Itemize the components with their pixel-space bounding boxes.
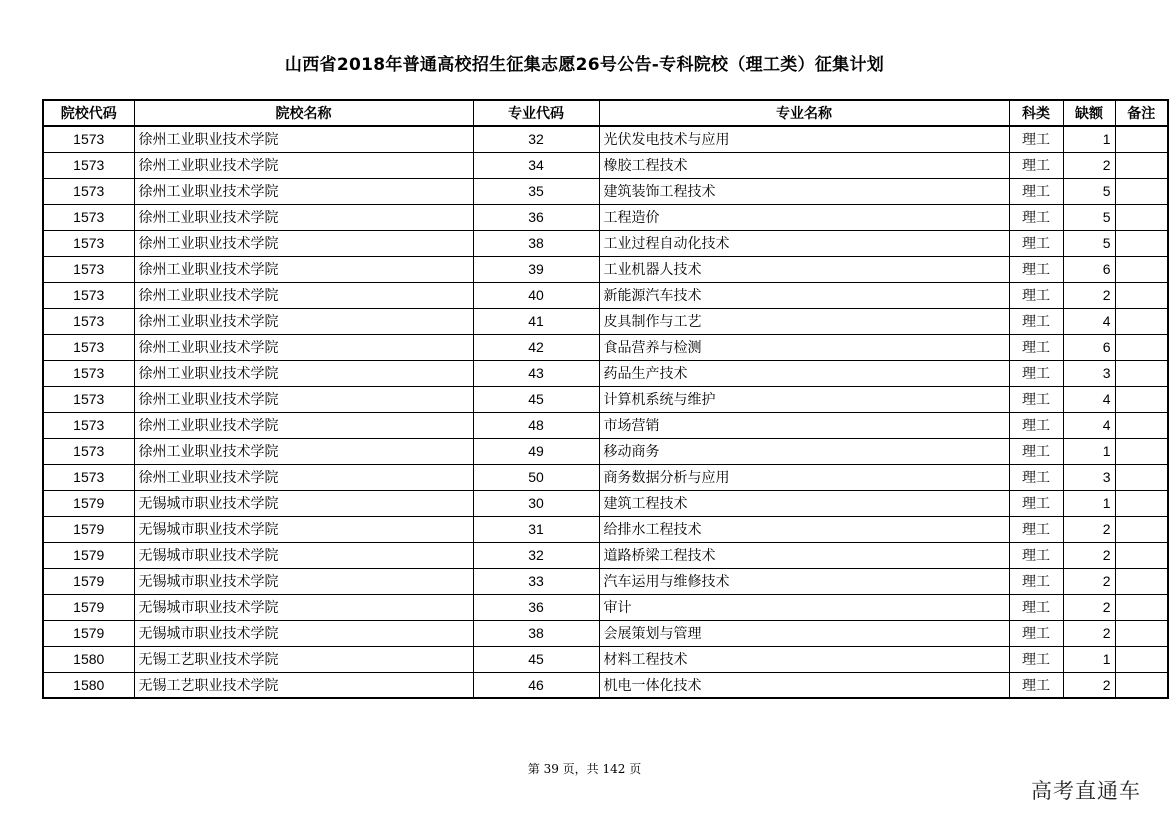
cell-vacancies: 4 [1063, 412, 1115, 438]
cell-major-name: 皮具制作与工艺 [599, 308, 1009, 334]
cell-vacancies: 3 [1063, 464, 1115, 490]
cell-school-name: 徐州工业职业技术学院 [134, 126, 473, 152]
cell-major-code: 45 [473, 646, 599, 672]
cell-vacancies: 1 [1063, 646, 1115, 672]
cell-school-code: 1579 [43, 594, 134, 620]
cell-major-code: 31 [473, 516, 599, 542]
cell-remarks [1115, 152, 1168, 178]
cell-school-name: 无锡工艺职业技术学院 [134, 672, 473, 698]
table-body [43, 126, 1168, 698]
cell-major-code: 41 [473, 308, 599, 334]
cell-major-code: 42 [473, 334, 599, 360]
cell-major-name: 工业机器人技术 [599, 256, 1009, 282]
table-row [43, 490, 1168, 516]
cell-school-code: 1573 [43, 204, 134, 230]
cell-major-name: 汽车运用与维修技术 [599, 568, 1009, 594]
cell-school-name: 徐州工业职业技术学院 [134, 204, 473, 230]
cell-major-name: 建筑工程技术 [599, 490, 1009, 516]
table-row [43, 126, 1168, 152]
cell-remarks [1115, 334, 1168, 360]
header-major-code: 专业代码 [473, 100, 599, 126]
cell-school-name: 徐州工业职业技术学院 [134, 308, 473, 334]
table-row [43, 256, 1168, 282]
cell-school-name: 徐州工业职业技术学院 [134, 438, 473, 464]
table-row [43, 230, 1168, 256]
cell-major-code: 35 [473, 178, 599, 204]
cell-major-name: 建筑装饰工程技术 [599, 178, 1009, 204]
table-row [43, 672, 1168, 698]
cell-vacancies: 2 [1063, 568, 1115, 594]
cell-major-name: 橡胶工程技术 [599, 152, 1009, 178]
header-remarks: 备注 [1115, 100, 1168, 126]
table-row [43, 568, 1168, 594]
header-school-name: 院校名称 [134, 100, 473, 126]
table-row [43, 282, 1168, 308]
cell-major-name: 会展策划与管理 [599, 620, 1009, 646]
table-row [43, 542, 1168, 568]
cell-school-code: 1579 [43, 516, 134, 542]
cell-category: 理工 [1009, 490, 1063, 516]
table-row [43, 152, 1168, 178]
cell-category: 理工 [1009, 152, 1063, 178]
cell-category: 理工 [1009, 308, 1063, 334]
cell-school-code: 1573 [43, 126, 134, 152]
enrollment-plan-table [42, 99, 1169, 699]
cell-remarks [1115, 230, 1168, 256]
cell-major-code: 38 [473, 230, 599, 256]
cell-school-code: 1580 [43, 672, 134, 698]
cell-vacancies: 3 [1063, 360, 1115, 386]
cell-category: 理工 [1009, 568, 1063, 594]
cell-school-code: 1573 [43, 438, 134, 464]
cell-school-code: 1573 [43, 386, 134, 412]
cell-category: 理工 [1009, 256, 1063, 282]
cell-major-code: 32 [473, 542, 599, 568]
cell-school-name: 无锡城市职业技术学院 [134, 490, 473, 516]
cell-major-name: 机电一体化技术 [599, 672, 1009, 698]
cell-school-code: 1573 [43, 360, 134, 386]
cell-major-code: 36 [473, 204, 599, 230]
cell-school-code: 1573 [43, 282, 134, 308]
cell-school-name: 无锡城市职业技术学院 [134, 620, 473, 646]
cell-major-name: 市场营销 [599, 412, 1009, 438]
cell-school-code: 1580 [43, 646, 134, 672]
cell-remarks [1115, 516, 1168, 542]
cell-school-code: 1579 [43, 542, 134, 568]
cell-major-name: 工程造价 [599, 204, 1009, 230]
cell-vacancies: 5 [1063, 178, 1115, 204]
cell-major-code: 30 [473, 490, 599, 516]
cell-remarks [1115, 282, 1168, 308]
cell-school-code: 1573 [43, 230, 134, 256]
cell-major-code: 36 [473, 594, 599, 620]
cell-category: 理工 [1009, 360, 1063, 386]
cell-major-name: 新能源汽车技术 [599, 282, 1009, 308]
cell-remarks [1115, 256, 1168, 282]
cell-category: 理工 [1009, 542, 1063, 568]
table-row [43, 308, 1168, 334]
cell-category: 理工 [1009, 464, 1063, 490]
cell-vacancies: 6 [1063, 256, 1115, 282]
cell-major-code: 33 [473, 568, 599, 594]
cell-category: 理工 [1009, 282, 1063, 308]
cell-vacancies: 2 [1063, 542, 1115, 568]
page-number-footer: 第 39 页，共 142 页 [527, 762, 642, 776]
table-row [43, 516, 1168, 542]
cell-remarks [1115, 438, 1168, 464]
cell-major-name: 移动商务 [599, 438, 1009, 464]
cell-category: 理工 [1009, 334, 1063, 360]
cell-remarks [1115, 568, 1168, 594]
cell-remarks [1115, 178, 1168, 204]
page-title: 山西省2018年普通高校招生征集志愿26号公告-专科院校（理工类）征集计划 [284, 55, 885, 75]
table-header-row [43, 100, 1168, 126]
cell-category: 理工 [1009, 438, 1063, 464]
cell-category: 理工 [1009, 126, 1063, 152]
cell-remarks [1115, 594, 1168, 620]
cell-category: 理工 [1009, 646, 1063, 672]
cell-category: 理工 [1009, 386, 1063, 412]
cell-major-name: 光伏发电技术与应用 [599, 126, 1009, 152]
cell-remarks [1115, 646, 1168, 672]
cell-major-code: 48 [473, 412, 599, 438]
cell-vacancies: 5 [1063, 204, 1115, 230]
header-school-code: 院校代码 [43, 100, 134, 126]
cell-vacancies: 1 [1063, 126, 1115, 152]
cell-category: 理工 [1009, 516, 1063, 542]
cell-major-code: 39 [473, 256, 599, 282]
cell-vacancies: 2 [1063, 594, 1115, 620]
table-row [43, 334, 1168, 360]
cell-vacancies: 4 [1063, 386, 1115, 412]
cell-school-code: 1573 [43, 308, 134, 334]
cell-major-code: 38 [473, 620, 599, 646]
cell-school-name: 徐州工业职业技术学院 [134, 282, 473, 308]
cell-school-code: 1573 [43, 256, 134, 282]
cell-major-code: 46 [473, 672, 599, 698]
cell-category: 理工 [1009, 594, 1063, 620]
cell-remarks [1115, 464, 1168, 490]
cell-school-name: 无锡城市职业技术学院 [134, 516, 473, 542]
cell-category: 理工 [1009, 412, 1063, 438]
cell-remarks [1115, 620, 1168, 646]
cell-school-code: 1573 [43, 334, 134, 360]
header-category: 科类 [1009, 100, 1063, 126]
cell-major-name: 食品营养与检测 [599, 334, 1009, 360]
cell-school-name: 徐州工业职业技术学院 [134, 360, 473, 386]
cell-major-name: 道路桥梁工程技术 [599, 542, 1009, 568]
cell-major-code: 50 [473, 464, 599, 490]
cell-remarks [1115, 386, 1168, 412]
cell-category: 理工 [1009, 178, 1063, 204]
cell-school-code: 1579 [43, 490, 134, 516]
header-major-name: 专业名称 [599, 100, 1009, 126]
cell-school-name: 徐州工业职业技术学院 [134, 256, 473, 282]
cell-school-name: 徐州工业职业技术学院 [134, 412, 473, 438]
cell-remarks [1115, 126, 1168, 152]
cell-school-code: 1573 [43, 412, 134, 438]
cell-school-code: 1579 [43, 620, 134, 646]
cell-vacancies: 2 [1063, 672, 1115, 698]
cell-school-name: 徐州工业职业技术学院 [134, 464, 473, 490]
cell-school-name: 无锡城市职业技术学院 [134, 568, 473, 594]
cell-school-code: 1573 [43, 464, 134, 490]
table-row [43, 412, 1168, 438]
cell-category: 理工 [1009, 620, 1063, 646]
cell-vacancies: 1 [1063, 438, 1115, 464]
cell-school-code: 1579 [43, 568, 134, 594]
cell-remarks [1115, 360, 1168, 386]
cell-school-name: 无锡城市职业技术学院 [134, 542, 473, 568]
cell-category: 理工 [1009, 672, 1063, 698]
cell-school-name: 无锡城市职业技术学院 [134, 594, 473, 620]
cell-school-name: 徐州工业职业技术学院 [134, 178, 473, 204]
cell-school-name: 徐州工业职业技术学院 [134, 334, 473, 360]
cell-remarks [1115, 542, 1168, 568]
cell-vacancies: 2 [1063, 516, 1115, 542]
cell-school-name: 徐州工业职业技术学院 [134, 386, 473, 412]
cell-major-name: 药品生产技术 [599, 360, 1009, 386]
watermark: 高考直通车 [1031, 779, 1141, 803]
cell-remarks [1115, 412, 1168, 438]
cell-vacancies: 6 [1063, 334, 1115, 360]
cell-vacancies: 2 [1063, 152, 1115, 178]
cell-school-code: 1573 [43, 178, 134, 204]
table-row [43, 178, 1168, 204]
cell-school-code: 1573 [43, 152, 134, 178]
cell-vacancies: 4 [1063, 308, 1115, 334]
cell-major-name: 计算机系统与维护 [599, 386, 1009, 412]
cell-major-name: 材料工程技术 [599, 646, 1009, 672]
cell-major-name: 商务数据分析与应用 [599, 464, 1009, 490]
cell-major-name: 给排水工程技术 [599, 516, 1009, 542]
cell-remarks [1115, 490, 1168, 516]
cell-major-code: 45 [473, 386, 599, 412]
cell-remarks [1115, 308, 1168, 334]
cell-major-code: 32 [473, 126, 599, 152]
cell-vacancies: 2 [1063, 620, 1115, 646]
table-row [43, 620, 1168, 646]
cell-major-code: 40 [473, 282, 599, 308]
table-row [43, 360, 1168, 386]
cell-category: 理工 [1009, 230, 1063, 256]
table-row [43, 646, 1168, 672]
cell-school-name: 无锡工艺职业技术学院 [134, 646, 473, 672]
cell-vacancies: 1 [1063, 490, 1115, 516]
header-vacancies: 缺额 [1063, 100, 1115, 126]
cell-vacancies: 2 [1063, 282, 1115, 308]
cell-remarks [1115, 204, 1168, 230]
cell-major-name: 审计 [599, 594, 1009, 620]
cell-school-name: 徐州工业职业技术学院 [134, 152, 473, 178]
table-row [43, 386, 1168, 412]
table-row [43, 464, 1168, 490]
table-row [43, 594, 1168, 620]
cell-major-code: 43 [473, 360, 599, 386]
cell-category: 理工 [1009, 204, 1063, 230]
cell-vacancies: 5 [1063, 230, 1115, 256]
table-row [43, 204, 1168, 230]
cell-major-name: 工业过程自动化技术 [599, 230, 1009, 256]
cell-remarks [1115, 672, 1168, 698]
cell-major-code: 34 [473, 152, 599, 178]
cell-school-name: 徐州工业职业技术学院 [134, 230, 473, 256]
cell-major-code: 49 [473, 438, 599, 464]
table-row [43, 438, 1168, 464]
